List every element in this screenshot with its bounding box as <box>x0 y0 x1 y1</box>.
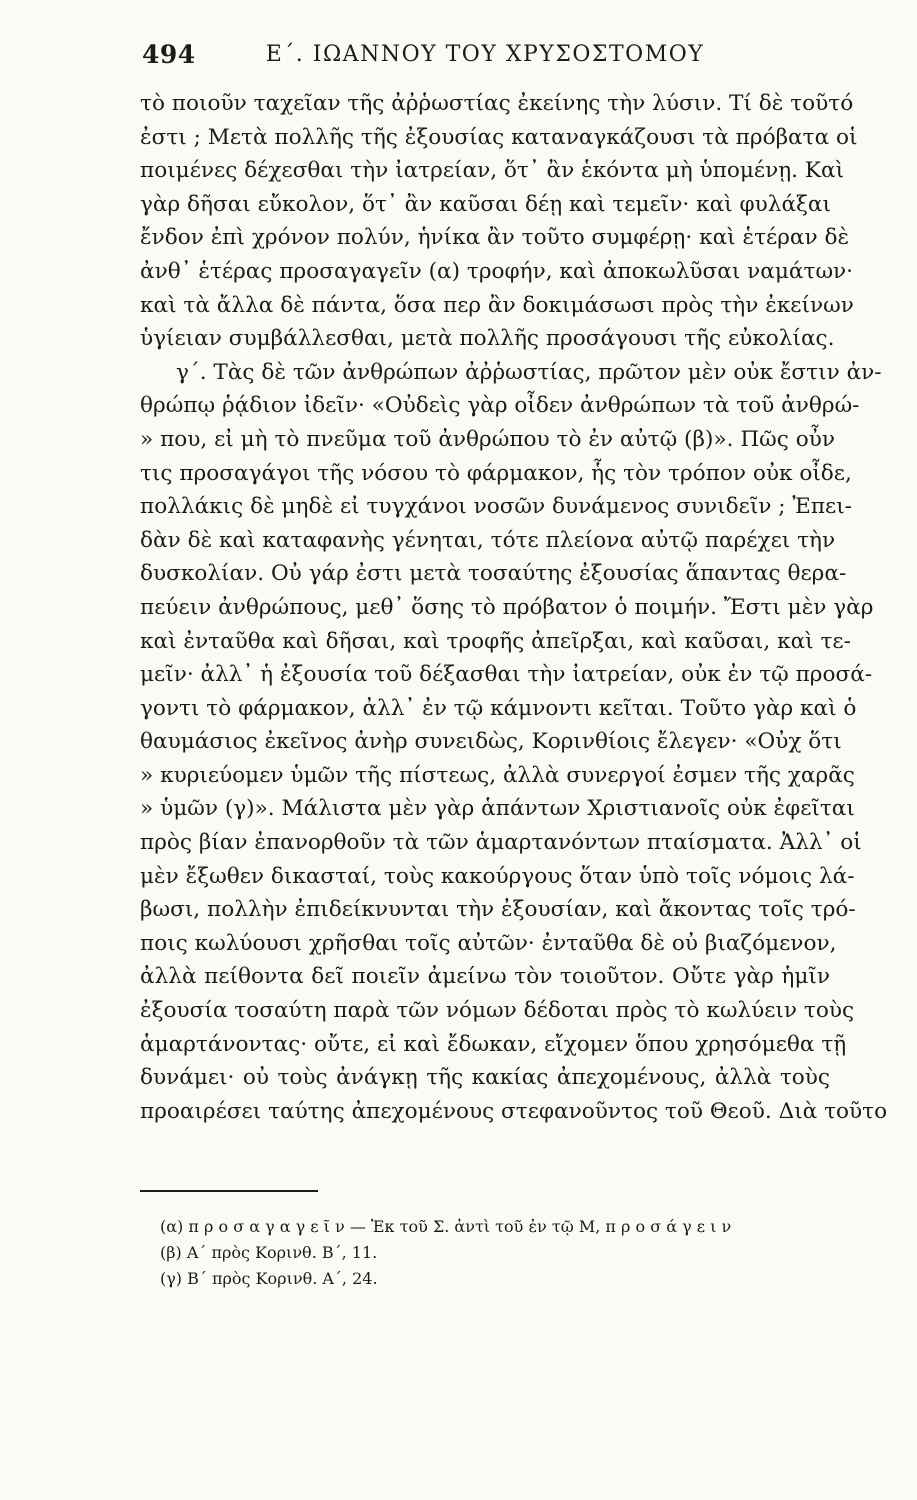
running-head <box>140 40 830 74</box>
footnote-rule <box>140 1190 318 1192</box>
text-line: τὸ ποιοῦν ταχεῖαν τῆς ἀῤῥωστίας ἐκείνης τὴν λύσιν. Τί δὲ τοῦτό <box>140 91 854 116</box>
text-line: τις προσαγάγοι τῆς νόσου τὸ φάρμακον, ἧς τὸν τρόπον οὐκ οἶδε, <box>140 460 852 486</box>
text-line: » που, εἰ μὴ τὸ πνεῦμα τοῦ ἀνθρώπου τὸ ἐν αὐτῷ (β)». Πῶς οὖν <box>140 426 835 452</box>
text-line: καὶ τὰ ἄλλα δὲ πάντα, ὅσα περ ἂν δοκιμάσωσι πρὸς τὴν ἐκείνων <box>140 292 854 318</box>
text-line: δὰν δὲ καὶ καταφανὴς γένηται, τότε πλείονα αὐτῷ παρέχει τὴν <box>140 527 836 553</box>
text-line: βωσι, πολλὴν ἐπιδείκνυνται τὴν ἐξουσίαν, καὶ ἄκοντας τοῖς τρό- <box>140 897 856 923</box>
text-line: γοντι τὸ φάρμακον, ἀλλ᾽ ἐν τῷ κάμνοντι κεῖται. Τοῦτο γὰρ καὶ ὁ <box>140 695 857 721</box>
text-line: καὶ ἐνταῦθα καὶ δῆσαι, καὶ τροφῆς ἀπεῖρξαι, καὶ καῦσαι, καὶ τε- <box>140 628 851 654</box>
text-line: ὑγίειαν συμβάλλεσθαι, μετὰ πολλῆς προσάγουσι τῆς εὐκολίας. <box>140 326 835 352</box>
text-line: μὲν ἔξωθεν δικασταί, τοὺς κακούργους ὅταν ὑπὸ τοῖς νόμοις λά- <box>140 863 855 889</box>
text-line: » ὑμῶν (γ)». Μάλιστα μὲν γὰρ ἁπάντων Χριστιανοῖς οὐκ ἐφεῖται <box>140 796 855 822</box>
footnote-b: (β) Α΄ πρὸς Κορινθ. Β΄, 11. <box>160 1243 378 1262</box>
footnotes <box>160 1214 820 1292</box>
text-line: γὰρ δῆσαι εὔκολον, ὅτ᾽ ἂν καῦσαι δέῃ καὶ τεμεῖν· καὶ φυλάξαι <box>140 191 831 217</box>
text-line: δυσκολίαν. Οὐ γάρ ἐστι μετὰ τοσαύτης ἐξουσίας ἅπαντας θερα- <box>140 561 847 587</box>
text-line: ἀλλὰ πείθοντα δεῖ ποιεῖν ἀμείνω τὸν τοιοῦτον. Οὔτε γὰρ ἡμῖν <box>140 964 830 990</box>
text-line: ἁμαρτάνοντας· οὔτε, εἰ καὶ ἔδωκαν, εἴχομεν ὅπου χρησόμεθα τῇ <box>140 1031 847 1057</box>
text-line: γ΄. Τὰς δὲ τῶν ἀνθρώπων ἀῤῥωστίας, πρῶτον μὲν οὐκ ἔστιν ἀν- <box>176 359 882 385</box>
page-number: 494 <box>142 40 196 69</box>
text-line: ποιμένες δέχεσθαι τὴν ἰατρείαν, ὅτ᾽ ἂν ἑκόντα μὴ ὑπομένῃ. Καὶ <box>140 158 845 184</box>
text-line: πολλάκις δὲ μηδὲ εἰ τυγχάνοι νοσῶν δυνάμενος συνιδεῖν ; Ἐπει- <box>140 494 852 520</box>
text-line: πρὸς βίαν ἐπανορθοῦν τὰ τῶν ἁμαρτανόντων πταίσματα. Ἀλλ᾽ οἱ <box>140 830 862 856</box>
text-line: προαιρέσει ταύτης ἀπεχομένους στεφανοῦντος τοῦ Θεοῦ. Διὰ τοῦτο <box>140 1098 888 1124</box>
text-line: ἀνθ᾽ ἑτέρας προσαγαγεῖν (α) τροφήν, καὶ ἀποκωλῦσαι ναμάτων· <box>140 258 854 284</box>
running-title: Ε΄. ΙΩΑΝΝΟΥ ΤΟΥ ΧΡΥΣΟΣΤΟΜΟΥ <box>265 42 705 67</box>
text-line: ἔνδον ἐπὶ χρόνον πολύν, ἡνίκα ἂν τοῦτο συμφέρῃ· καὶ ἑτέραν δὲ <box>140 225 850 251</box>
footnote-c: (γ) Β΄ πρὸς Κορινθ. Α΄, 24. <box>160 1269 378 1288</box>
body-text <box>140 87 888 1128</box>
text-line: μεῖν· ἀλλ᾽ ἡ ἐξουσία τοῦ δέξασθαι τὴν ἰατρείαν, οὐκ ἐν τῷ προσά- <box>140 662 873 688</box>
text-line: θαυμάσιος ἐκεῖνος ἀνὴρ συνειδὼς, Κορινθίοις ἔλεγεν· «Οὐχ ὅτι <box>140 729 842 755</box>
text-line: πεύειν ἀνθρώπους, μεθ᾽ ὅσης τὸ πρόβατον ὁ ποιμήν. Ἔστι μὲν γὰρ <box>140 594 874 620</box>
text-line: θρώπῳ ῥᾴδιον ἰδεῖν· «Οὐδεὶς γὰρ οἶδεν ἀνθρώπων τὰ τοῦ ἀνθρώ- <box>140 393 860 419</box>
text-line: ἐστι ; Μετὰ πολλῆς τῆς ἐξουσίας καταναγκάζουσι τὰ πρόβατα οἱ <box>140 124 858 150</box>
text-line: » κυριεύομεν ὑμῶν τῆς πίστεως, ἀλλὰ συνεργοί ἐσμεν τῆς χαρᾶς <box>140 762 855 788</box>
text-line: ποις κωλύουσι χρῆσθαι τοῖς αὐτῶν· ἐνταῦθα δὲ οὐ βιαζόμενον, <box>140 930 837 956</box>
text-line: ἐξουσία τοσαύτη παρὰ τῶν νόμων δέδοται πρὸς τὸ κωλύειν τοὺς <box>140 998 855 1024</box>
footnote-a: (α) π ρ ο σ α γ α γ ε ῖ ν — Ἐκ τοῦ Σ. ἀντὶ τοῦ ἐν τῷ Μ, π ρ ο σ ά γ ε ι ν <box>160 1217 732 1236</box>
text-line: δυνάμει· οὐ τοὺς ἀνάγκῃ τῆς κακίας ἀπεχομένους, ἀλλὰ τοὺς <box>140 1065 830 1091</box>
